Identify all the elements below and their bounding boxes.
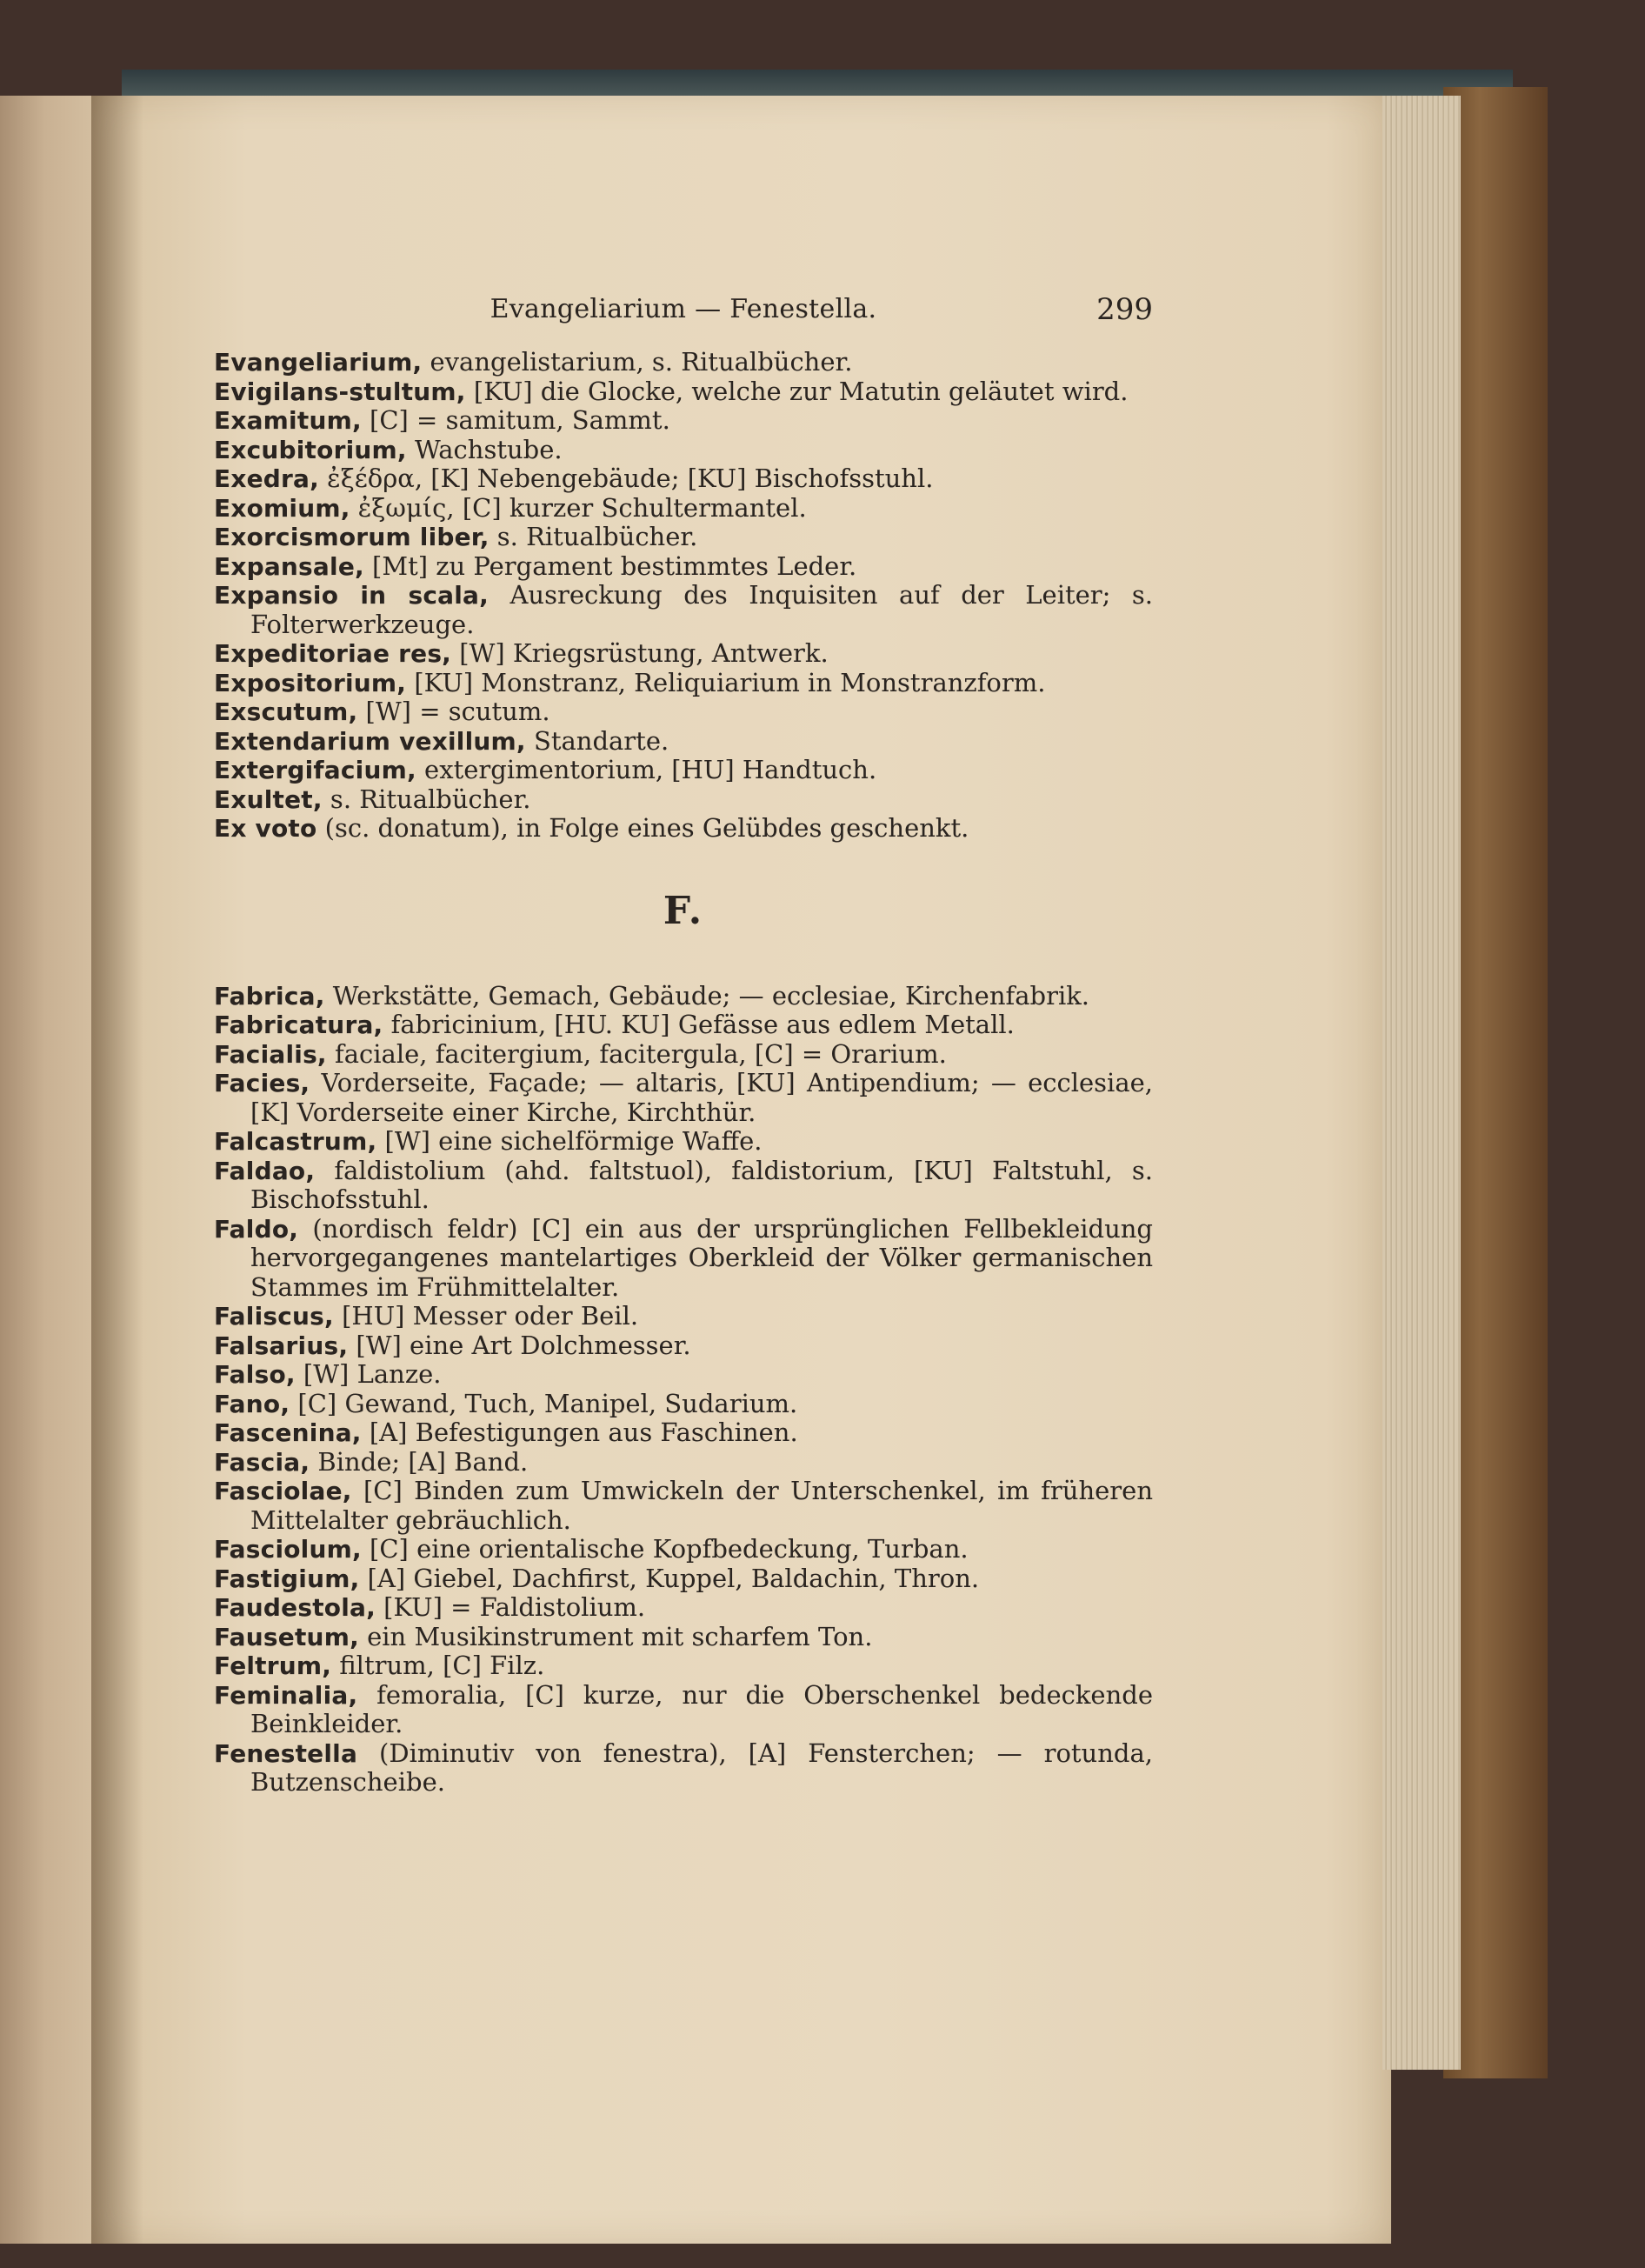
dictionary-entry <box>214 1011 1153 1040</box>
dictionary-entry <box>214 494 1153 524</box>
dictionary-entry <box>214 464 1153 494</box>
entry-definition: Binde; [A] Band. <box>310 1446 529 1477</box>
dictionary-entry <box>214 1623 1153 1652</box>
dictionary-entry <box>214 639 1153 669</box>
entry-definition: [W] eine Art Dolchmesser. <box>348 1330 691 1360</box>
entry-definition: extergimentorium, [HU] Handtuch. <box>416 755 877 784</box>
dictionary-entry <box>214 581 1153 639</box>
page-number: 299 <box>1096 292 1153 327</box>
entry-definition: filtrum, [C] Filz. <box>331 1651 545 1680</box>
entry-headword: Fascenina, <box>214 1418 362 1447</box>
entry-definition: [C] Binden zum Umwickeln der Unterschenkel, im früheren Mittelalter gebräuchlich. <box>250 1476 1153 1535</box>
dictionary-entry <box>214 982 1153 1011</box>
entry-definition: Standarte. <box>525 725 669 756</box>
entry-headword: Evangeliarium, <box>214 348 423 377</box>
entry-definition: s. Ritualbücher. <box>322 784 531 814</box>
entry-definition: [KU] Monstranz, Reliquiarium in Monstranzform. <box>406 667 1046 697</box>
entry-headword: Fastigium, <box>214 1564 360 1593</box>
entry-definition: [W] eine sichelförmige Waffe. <box>376 1126 763 1156</box>
entry-definition: [KU] die Glocke, welche zur Matutin geläutet wird. <box>465 376 1129 406</box>
entry-definition: Vorderseite, Façade; — altaris, [KU] Antipendium; — ecclesiae, [K] Vorderseite einer Kirche, Kirchthür. <box>250 1068 1153 1127</box>
entry-definition: ἐξωμίς, [C] kurzer Schultermantel. <box>350 492 807 523</box>
entry-headword: Examitum, <box>214 406 362 435</box>
entry-headword: Extendarium vexillum, <box>214 726 526 756</box>
entry-headword: Expansio in scala, <box>214 581 489 610</box>
dictionary-entry <box>214 1127 1153 1157</box>
entry-definition: (nordisch feldr) [C] ein aus der ursprünglichen Fellbekleidung hervorgegangenes mantelartiges Oberkleid der Völker germanischen Stammes im Frühmittelalter. <box>250 1213 1153 1302</box>
dictionary-entry <box>214 552 1153 582</box>
entry-definition: evangelistarium, s. Ritualbücher. <box>422 347 853 377</box>
dictionary-entry <box>214 1390 1153 1419</box>
entry-definition: [C] eine orientalische Kopfbedeckung, Turban. <box>361 1534 969 1564</box>
entry-headword: Fabrica, <box>214 981 325 1011</box>
entries-list-f <box>214 982 1153 1798</box>
entry-definition: [A] Giebel, Dachfirst, Kuppel, Baldachin, Thron. <box>359 1563 980 1593</box>
dictionary-entry <box>214 1157 1153 1215</box>
running-title: Evangeliarium — Fenestella. <box>490 294 877 324</box>
entry-headword: Fabricatura, <box>214 1011 383 1039</box>
entry-definition: fabricinium, [HU. KU] Gefässe aus edlem Metall. <box>383 1010 1015 1039</box>
entry-headword: Falcastrum, <box>214 1127 377 1156</box>
entry-definition: ἐξέδρα, [K] Nebengebäude; [KU] Bischofsstuhl. <box>318 464 934 493</box>
entry-headword: Extergifacium, <box>214 756 416 784</box>
entry-headword: Evigilans-stultum, <box>214 377 466 406</box>
entry-headword: Expansale, <box>214 551 364 581</box>
entry-definition: [KU] = Faldistolium. <box>375 1592 646 1622</box>
dictionary-entry <box>214 1331 1153 1361</box>
entry-headword: Fano, <box>214 1389 290 1418</box>
dictionary-entry <box>214 348 1153 377</box>
dictionary-entry <box>214 523 1153 552</box>
dictionary-entry <box>214 1681 1153 1739</box>
dictionary-entry <box>214 1069 1153 1127</box>
dictionary-entry <box>214 377 1153 407</box>
entry-headword: Facialis, <box>214 1039 327 1069</box>
dictionary-entry <box>214 785 1153 815</box>
entry-headword: Ex voto <box>214 814 317 843</box>
entry-definition: faciale, facitergium, facitergula, [C] = Orarium. <box>326 1038 947 1069</box>
entry-headword: Faldo, <box>214 1214 299 1244</box>
entry-headword: Exomium, <box>214 493 350 523</box>
dictionary-entry <box>214 1477 1153 1535</box>
entry-definition: [HU] Messer oder Beil. <box>333 1301 639 1331</box>
entry-headword: Falsarius, <box>214 1331 349 1360</box>
entry-definition: [A] Befestigungen aus Faschinen. <box>361 1418 798 1447</box>
entries-list-e <box>214 348 1153 844</box>
gutter-shadow <box>91 96 143 2244</box>
dictionary-entry <box>214 1593 1153 1623</box>
entry-headword: Feminalia, <box>214 1680 358 1710</box>
entry-definition: [Mt] zu Pergament bestimmtes Leder. <box>363 550 857 581</box>
entry-headword: Facies, <box>214 1069 310 1097</box>
dictionary-entry <box>214 697 1153 727</box>
dictionary-entry <box>214 1040 1153 1070</box>
entry-definition: Werkstätte, Gemach, Gebäude; — ecclesiae, Kirchenfabrik. <box>324 980 1090 1011</box>
dictionary-entry <box>214 1360 1153 1390</box>
entry-definition: Ausreckung des Inquisiten auf der Leiter; s. Folterwerkzeuge. <box>250 580 1153 639</box>
running-head <box>214 285 1153 334</box>
entry-headword: Fausetum, <box>214 1622 359 1651</box>
dictionary-entry <box>214 1739 1153 1798</box>
section-letter: F. <box>663 888 704 933</box>
entry-headword: Exultet, <box>214 784 323 814</box>
entry-definition: [W] Kriegsrüstung, Antwerk. <box>451 638 829 668</box>
entry-headword: Excubitorium, <box>214 435 407 464</box>
entry-headword: Expositorium, <box>214 668 407 697</box>
entry-headword: Faliscus, <box>214 1302 334 1331</box>
entry-definition: femoralia, [C] kurze, nur die Oberschenkel bedeckende Beinkleider. <box>250 1679 1153 1738</box>
dictionary-entry <box>214 669 1153 698</box>
entry-definition: [W] Lanze. <box>295 1359 442 1389</box>
entry-definition: [C] = samitum, Sammt. <box>361 405 670 435</box>
entry-definition: (Diminutiv von fenestra), [A] Fensterchen; — rotunda, Butzenscheibe. <box>250 1738 1153 1797</box>
entry-definition: s. Ritualbücher. <box>489 522 698 551</box>
dictionary-entry <box>214 436 1153 465</box>
dictionary-entry <box>214 1535 1153 1564</box>
entry-definition: ein Musikinstrument mit scharfem Ton. <box>358 1621 873 1651</box>
entry-definition: Wachstube. <box>406 434 563 464</box>
entry-headword: Faudestola, <box>214 1593 376 1622</box>
page-content <box>214 285 1153 1798</box>
entry-headword: Feltrum, <box>214 1651 332 1680</box>
entry-headword: Fasciolae, <box>214 1477 352 1505</box>
dictionary-entry <box>214 756 1153 785</box>
entry-definition: faldistolium (ahd. faltstuol), faldistorium, [KU] Faltstuhl, s. Bischofsstuhl. <box>250 1155 1153 1214</box>
entry-headword: Fenestella <box>214 1738 358 1768</box>
dictionary-entry <box>214 1418 1153 1448</box>
dictionary-entry <box>214 1448 1153 1478</box>
dictionary-entry <box>214 1302 1153 1331</box>
entry-headword: Expeditoriae res, <box>214 639 452 668</box>
entry-headword: Faldao, <box>214 1156 316 1185</box>
entry-headword: Exscutum, <box>214 697 358 726</box>
entry-headword: Falso, <box>214 1360 296 1389</box>
dictionary-entry <box>214 406 1153 436</box>
entry-headword: Exorcismorum liber, <box>214 523 490 551</box>
dictionary-entry <box>214 1215 1153 1303</box>
dictionary-entry <box>214 727 1153 757</box>
entry-definition: [W] = scutum. <box>357 697 550 726</box>
page-edges <box>1382 96 1461 2070</box>
dictionary-entry <box>214 1651 1153 1681</box>
entry-headword: Fascia, <box>214 1447 310 1477</box>
dictionary-entry <box>214 814 1153 844</box>
entry-headword: Exedra, <box>214 464 319 493</box>
entry-headword: Fasciolum, <box>214 1535 362 1564</box>
dictionary-entry <box>214 1564 1153 1594</box>
entry-definition: (sc. donatum), in Folge eines Gelübdes geschenkt. <box>316 813 969 843</box>
entry-definition: [C] Gewand, Tuch, Manipel, Sudarium. <box>290 1388 798 1418</box>
